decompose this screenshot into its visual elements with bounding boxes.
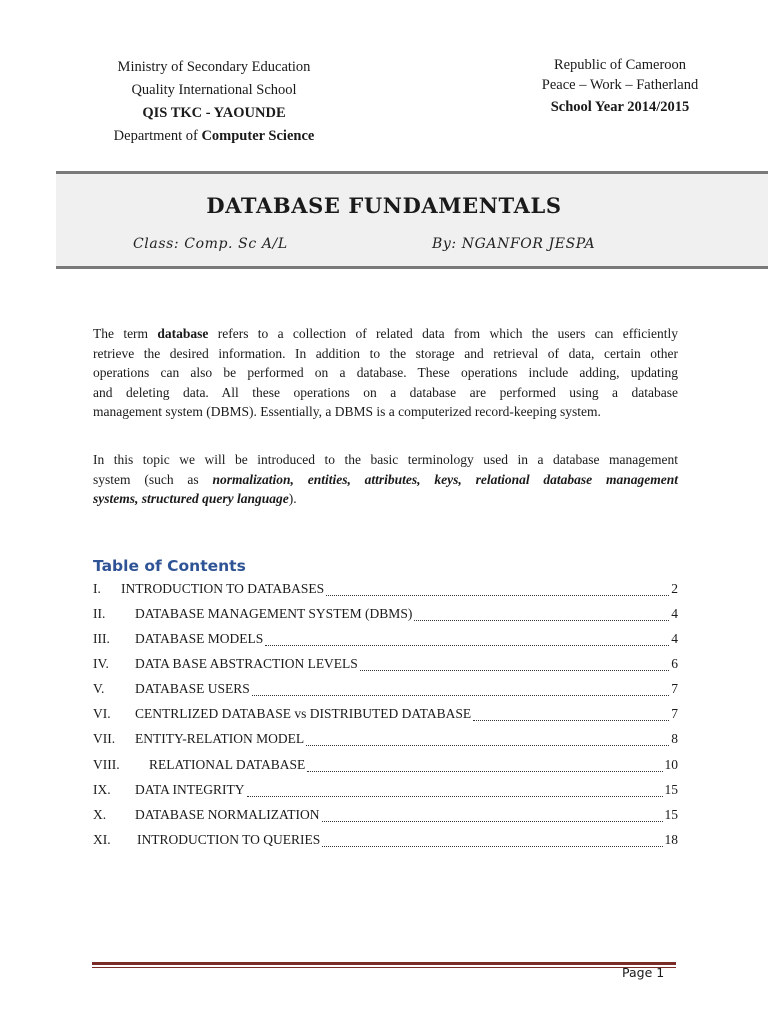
toc-entry[interactable] bbox=[93, 782, 678, 802]
toc-entry-page: 7 bbox=[671, 706, 678, 721]
toc-dot-leader bbox=[252, 695, 669, 696]
toc-entry[interactable] bbox=[93, 731, 678, 751]
toc-dot-leader bbox=[306, 745, 669, 746]
toc-entry[interactable] bbox=[93, 807, 678, 827]
toc-entry-number: V. bbox=[93, 681, 105, 696]
toc-entry-page: 10 bbox=[664, 757, 678, 772]
toc-dot-leader bbox=[322, 846, 662, 847]
toc-entry[interactable] bbox=[93, 681, 678, 701]
toc-entry[interactable] bbox=[93, 581, 678, 601]
toc-entry[interactable] bbox=[93, 757, 678, 777]
toc-entry-number: X. bbox=[93, 807, 107, 822]
department-name: Computer Science bbox=[201, 128, 315, 144]
toc-entry-number: IX. bbox=[93, 782, 111, 797]
paragraph-line: retrieve the desired information. In addition to the storage and retrieval of data, certain other bbox=[93, 345, 678, 361]
toc-entry[interactable] bbox=[93, 706, 678, 726]
toc-entry-title: INTRODUCTION TO DATABASES bbox=[121, 581, 325, 596]
toc-entry-number: II. bbox=[93, 606, 106, 621]
toc-entry-page: 4 bbox=[671, 631, 678, 646]
toc-entry-title: RELATIONAL DATABASE bbox=[149, 757, 306, 772]
intro-paragraph-2 bbox=[93, 450, 678, 509]
toc-dot-leader bbox=[247, 796, 663, 797]
text-run: The term bbox=[93, 326, 158, 341]
intro-paragraph-1 bbox=[93, 324, 678, 422]
toc-entry-page: 7 bbox=[671, 681, 678, 696]
toc-dot-leader bbox=[322, 821, 663, 822]
title-banner bbox=[56, 171, 768, 269]
toc-entry-title: DATA BASE ABSTRACTION LEVELS bbox=[135, 656, 358, 671]
text-run: refers to a collection of related data from which the users can efficiently bbox=[208, 326, 678, 341]
keyword-list: normalization, entities, attributes, keys, relational database management bbox=[212, 471, 678, 487]
paragraph-line: In this topic we will be introduced to the basic terminology used in a database management bbox=[93, 452, 678, 467]
keyword-list: systems, structured query language bbox=[93, 491, 289, 506]
toc-entry-page: 15 bbox=[664, 807, 678, 822]
toc-dot-leader bbox=[326, 595, 669, 596]
toc-entry-title: DATABASE NORMALIZATION bbox=[135, 807, 320, 822]
toc-entry-title: ENTITY-RELATION MODEL bbox=[135, 731, 305, 746]
department-prefix: Department of bbox=[113, 128, 202, 144]
school-name: Quality International School bbox=[131, 82, 297, 98]
footer-rule-thin bbox=[92, 967, 676, 968]
toc-entry[interactable] bbox=[93, 832, 678, 852]
toc-dot-leader bbox=[307, 771, 662, 772]
toc-entry-page: 15 bbox=[664, 782, 678, 797]
toc-entry-page: 18 bbox=[664, 832, 678, 847]
text-run: system (such as bbox=[93, 471, 213, 487]
toc-dot-leader bbox=[360, 670, 669, 671]
department-line bbox=[78, 125, 350, 148]
toc-entry-title: DATABASE USERS bbox=[135, 681, 250, 696]
toc-heading: Table of Contents bbox=[93, 557, 246, 575]
school-year: School Year 2014/2015 bbox=[550, 99, 690, 115]
toc-entry-number: VIII. bbox=[93, 757, 120, 772]
header-right bbox=[510, 55, 730, 117]
toc-dot-leader bbox=[414, 620, 669, 621]
toc-entry-title: CENTRLIZED DATABASE vs DISTRIBUTED DATABASE bbox=[135, 706, 472, 721]
toc-entry-number: XI. bbox=[93, 832, 111, 847]
toc-entry-title: DATABASE MODELS bbox=[135, 631, 264, 646]
ministry-name: Ministry of Secondary Education bbox=[117, 59, 311, 75]
country-name: Republic of Cameroon bbox=[553, 57, 687, 73]
toc-entry-page: 2 bbox=[671, 581, 678, 596]
keyword-database: database bbox=[157, 326, 209, 341]
paragraph-line bbox=[93, 489, 678, 509]
toc-entry-page: 4 bbox=[671, 606, 678, 621]
text-run: ). bbox=[288, 491, 297, 506]
document-title: DATABASE FUNDAMENTALS bbox=[206, 193, 562, 218]
toc-entry-number: IV. bbox=[93, 656, 109, 671]
toc-dot-leader bbox=[265, 645, 669, 646]
toc-entry-page: 8 bbox=[671, 731, 678, 746]
paragraph-line: operations can also be performed on a database. These operations include adding, updating bbox=[93, 365, 678, 380]
toc-entry-page: 6 bbox=[671, 656, 678, 671]
paragraph-line: and deleting data. All these operations on a database are performed using a database bbox=[93, 384, 678, 400]
toc-entry-title: DATA INTEGRITY bbox=[135, 782, 245, 797]
national-motto: Peace – Work – Fatherland bbox=[541, 77, 699, 93]
toc-entry-number: VII. bbox=[93, 731, 116, 746]
page-number: Page 1 bbox=[622, 965, 665, 980]
toc-dot-leader bbox=[473, 720, 669, 721]
toc-entry-number: VI. bbox=[93, 706, 111, 721]
paragraph-line bbox=[93, 324, 678, 344]
author-label: By: NGANFOR JESPA bbox=[432, 236, 596, 252]
toc-entry[interactable] bbox=[93, 606, 678, 626]
paragraph-line: management system (DBMS). Essentially, a DBMS is a computerized record-keeping system. bbox=[93, 404, 601, 419]
header-left bbox=[78, 56, 350, 148]
campus-name: QIS TKC - YAOUNDE bbox=[142, 105, 286, 121]
toc-entry-title: INTRODUCTION TO QUERIES bbox=[137, 832, 321, 847]
footer-rule bbox=[92, 962, 676, 965]
toc-entry-number: I. bbox=[93, 581, 101, 596]
toc-entry[interactable] bbox=[93, 656, 678, 676]
paragraph-line bbox=[93, 470, 678, 490]
class-label: Class: Comp. Sc A/L bbox=[133, 236, 288, 252]
toc-entry-number: III. bbox=[93, 631, 110, 646]
toc-entry-title: DATABASE MANAGEMENT SYSTEM (DBMS) bbox=[135, 606, 413, 621]
toc-entry[interactable] bbox=[93, 631, 678, 651]
